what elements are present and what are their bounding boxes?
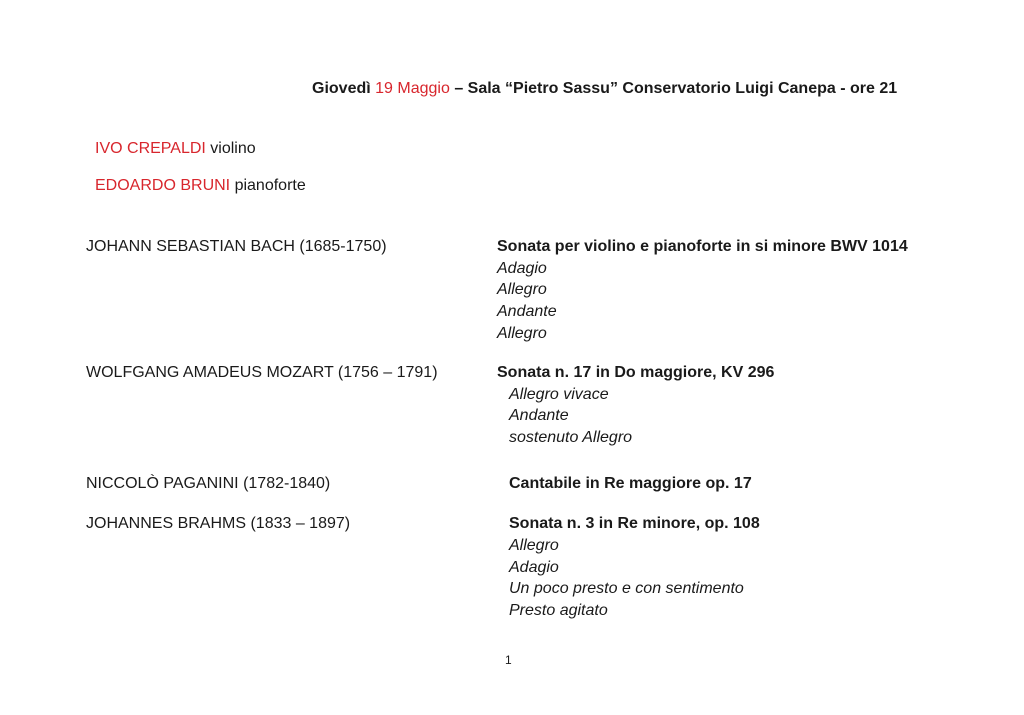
- performer-name: IVO CREPALDI: [95, 140, 206, 157]
- movement: Allegro: [497, 325, 547, 342]
- composer-bach: JOHANN SEBASTIAN BACH (1685-1750): [86, 238, 387, 255]
- movement: Adagio: [497, 260, 547, 277]
- performer-1: [95, 139, 256, 159]
- header-day: Giovedì: [312, 80, 371, 97]
- composer-mozart: WOLFGANG AMADEUS MOZART (1756 – 1791): [86, 364, 438, 381]
- work-brahms: Sonata n. 3 in Re minore, op. 108: [509, 515, 760, 532]
- performer-instrument: pianoforte: [234, 177, 306, 194]
- concert-header: [312, 79, 897, 99]
- movement: Allegro: [509, 537, 559, 554]
- performer-name: EDOARDO BRUNI: [95, 177, 231, 194]
- movement: Presto agitato: [509, 602, 608, 619]
- header-venue: – Sala “Pietro Sassu” Conservatorio Luigi Canepa - ore 21: [454, 80, 898, 97]
- movement: Andante: [509, 407, 569, 424]
- movement: Allegro vivace: [509, 386, 609, 403]
- work-bach: Sonata per violino e pianoforte in si minore BWV 1014: [497, 238, 908, 255]
- performer-2: [95, 176, 306, 196]
- work-mozart: Sonata n. 17 in Do maggiore, KV 296: [497, 364, 775, 381]
- page-number: 1: [505, 653, 512, 667]
- movement: Andante: [497, 303, 557, 320]
- movement: Un poco presto e con sentimento: [509, 580, 744, 597]
- work-paganini: Cantabile in Re maggiore op. 17: [509, 475, 752, 492]
- performer-instrument: violino: [210, 140, 256, 157]
- composer-brahms: JOHANNES BRAHMS (1833 – 1897): [86, 515, 351, 532]
- composer-paganini: NICCOLÒ PAGANINI (1782-1840): [86, 475, 331, 492]
- header-date: 19 Maggio: [375, 80, 450, 97]
- movement: sostenuto Allegro: [509, 429, 633, 446]
- movement: Adagio: [509, 559, 559, 576]
- movement: Allegro: [497, 281, 547, 298]
